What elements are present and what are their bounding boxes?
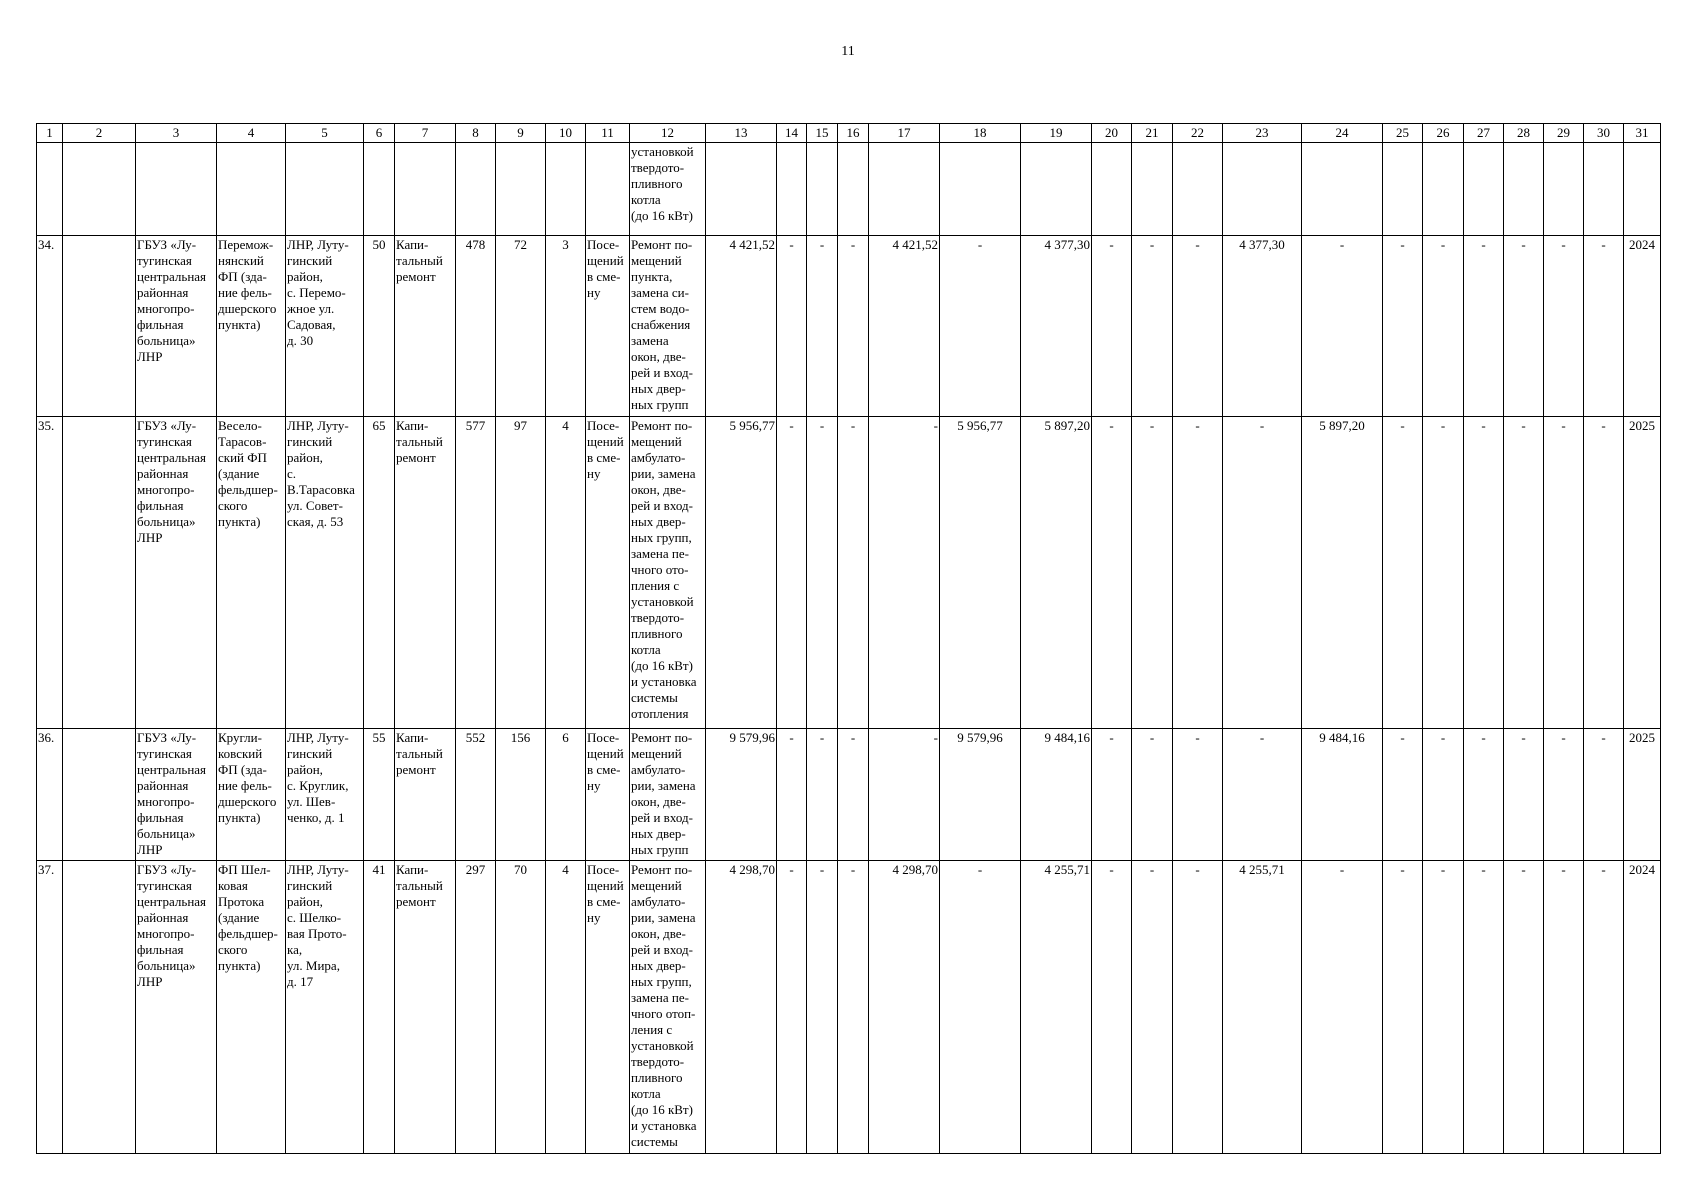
cell-col14: - (777, 236, 807, 417)
page-number: 11 (841, 44, 855, 59)
cell-col18: - (940, 861, 1021, 1154)
cell-col6: 41 (364, 861, 395, 1154)
cell-address: ЛНР, Луту- гинский район, с. Круглик, ул. Шев- ченко, д. 1 (286, 729, 364, 861)
cell-col9: 97 (496, 417, 546, 729)
cell-col26: - (1423, 236, 1464, 417)
cell-work-description: Ремонт по- мещений амбулато- рии, замена окон, две- рей и вход- ных двер- ных групп (630, 729, 706, 861)
cell-col6: 55 (364, 729, 395, 861)
cell-col10: 3 (546, 236, 586, 417)
cell-address: ЛНР, Луту- гинский район, с. Перемо- жное ул. Садовая, д. 30 (286, 236, 364, 417)
table-row (37, 417, 1661, 729)
column-header: 23 (1223, 124, 1302, 143)
cell-col14: - (777, 861, 807, 1154)
cell-col6: 50 (364, 236, 395, 417)
cell-facility: Перемож- нянский ФП (зда- ние фель- дшерского пункта) (217, 236, 286, 417)
table-row (37, 861, 1661, 1154)
column-header: 8 (456, 124, 496, 143)
cell-col2 (63, 417, 136, 729)
cell-col31: 2024 (1624, 861, 1661, 1154)
cell-col24: - (1302, 861, 1383, 1154)
column-header: 4 (217, 124, 286, 143)
column-header: 11 (586, 124, 630, 143)
column-header: 26 (1423, 124, 1464, 143)
cell-capacity-unit: Посе- щений в сме- ну (586, 417, 630, 729)
cell-col27: - (1464, 861, 1504, 1154)
cell-col20: - (1092, 729, 1132, 861)
cell-col17: 4 298,70 (869, 861, 940, 1154)
column-header: 29 (1544, 124, 1584, 143)
cell-row-number: 36. (37, 729, 63, 861)
cell-total-cost: 5 956,77 (706, 417, 777, 729)
column-header: 17 (869, 124, 940, 143)
cell-col24: 9 484,16 (1302, 729, 1383, 861)
cell-col16: - (838, 729, 869, 861)
cell-col26: - (1423, 729, 1464, 861)
cell-col2 (63, 729, 136, 861)
cell-row-number: 35. (37, 417, 63, 729)
column-header: 19 (1021, 124, 1092, 143)
cell-col17: - (869, 417, 940, 729)
cell-col18: 9 579,96 (940, 729, 1021, 861)
cell-col15: - (807, 861, 838, 1154)
column-header: 5 (286, 124, 364, 143)
cell-col21: - (1132, 236, 1173, 417)
cell-col25: - (1383, 729, 1423, 861)
cell-col14: - (777, 729, 807, 861)
cell-col29: - (1544, 729, 1584, 861)
table-row (37, 729, 1661, 861)
column-header: 24 (1302, 124, 1383, 143)
column-header: 27 (1464, 124, 1504, 143)
cell-col10: 4 (546, 861, 586, 1154)
cell-col21: - (1132, 861, 1173, 1154)
cell-col29: - (1544, 417, 1584, 729)
column-header: 10 (546, 124, 586, 143)
cell-work-description: установкой твердото- пливного котла (до 16 кВт) (630, 143, 706, 236)
column-header: 21 (1132, 124, 1173, 143)
cell-capacity-unit: Посе- щений в сме- ну (586, 729, 630, 861)
cell-col22: - (1173, 861, 1223, 1154)
cell-col9: 72 (496, 236, 546, 417)
cell-col30: - (1584, 861, 1624, 1154)
cell-col6: 65 (364, 417, 395, 729)
cell-total-cost: 9 579,96 (706, 729, 777, 861)
cell-col22: - (1173, 417, 1223, 729)
cell-col30: - (1584, 729, 1624, 861)
cell-col16: - (838, 861, 869, 1154)
cell-organization: ГБУЗ «Лу- тугинская центральная районная многопро- фильная больница» ЛНР (136, 236, 217, 417)
cell-col31: 2025 (1624, 417, 1661, 729)
cell-col15: - (807, 729, 838, 861)
cell-col17: 4 421,52 (869, 236, 940, 417)
cell-col25: - (1383, 417, 1423, 729)
cell-facility: Весело- Тарасов- ский ФП (здание фельдшер- ского пункта) (217, 417, 286, 729)
cell-col30: - (1584, 417, 1624, 729)
cell-col18: - (940, 236, 1021, 417)
cell-col27: - (1464, 417, 1504, 729)
cell-total-cost: 4 421,52 (706, 236, 777, 417)
cell-col23: - (1223, 417, 1302, 729)
cell-col20: - (1092, 861, 1132, 1154)
cell-address: ЛНР, Луту- гинский район, с. В.Тарасовка ул. Совет- ская, д. 53 (286, 417, 364, 729)
cell-col8: 297 (456, 861, 496, 1154)
cell-work-description: Ремонт по- мещений амбулато- рии, замена окон, две- рей и вход- ных двер- ных групп, замена пе- чного ото- пления с установкой твердото- пливного котла (до 16 кВт) и установка системы отопления (630, 417, 706, 729)
cell-col9: 156 (496, 729, 546, 861)
cell-work-description: Ремонт по- мещений пункта, замена си- стем водо- снабжения замена окон, две- рей и вход- ных двер- ных групп (630, 236, 706, 417)
cell-col14: - (777, 417, 807, 729)
column-header: 22 (1173, 124, 1223, 143)
cell-col29: - (1544, 861, 1584, 1154)
cell-col19: 9 484,16 (1021, 729, 1092, 861)
cell-organization: ГБУЗ «Лу- тугинская центральная районная многопро- фильная больница» ЛНР (136, 861, 217, 1154)
cell-col23: 4 255,71 (1223, 861, 1302, 1154)
cell-address: ЛНР, Луту- гинский район, с. Шелко- вая Прото- ка, ул. Мира, д. 17 (286, 861, 364, 1154)
cell-col22: - (1173, 236, 1223, 417)
cell-col15: - (807, 417, 838, 729)
cell-work-type: Капи- тальный ремонт (395, 861, 456, 1154)
cell-col28: - (1504, 729, 1544, 861)
cell-col29: - (1544, 236, 1584, 417)
cell-col30: - (1584, 236, 1624, 417)
cell-col31: 2024 (1624, 236, 1661, 417)
cell-col20: - (1092, 417, 1132, 729)
cell-facility: ФП Шел- ковая Протока (здание фельдшер- ского пункта) (217, 861, 286, 1154)
column-header: 31 (1624, 124, 1661, 143)
cell-col18: 5 956,77 (940, 417, 1021, 729)
cell-col20: - (1092, 236, 1132, 417)
column-header: 6 (364, 124, 395, 143)
column-header: 7 (395, 124, 456, 143)
cell-col19: 5 897,20 (1021, 417, 1092, 729)
cell-col19: 4 255,71 (1021, 861, 1092, 1154)
cell-organization: ГБУЗ «Лу- тугинская центральная районная многопро- фильная больница» ЛНР (136, 417, 217, 729)
column-header: 16 (838, 124, 869, 143)
cell-col27: - (1464, 236, 1504, 417)
cell-col28: - (1504, 861, 1544, 1154)
cell-col24: - (1302, 236, 1383, 417)
cell-col27: - (1464, 729, 1504, 861)
cell-col2 (63, 861, 136, 1154)
column-header: 14 (777, 124, 807, 143)
cell-col31: 2025 (1624, 729, 1661, 861)
cell-work-type: Капи- тальный ремонт (395, 729, 456, 861)
cell-col8: 478 (456, 236, 496, 417)
cell-capacity-unit: Посе- щений в сме- ну (586, 236, 630, 417)
column-header: 12 (630, 124, 706, 143)
column-header: 18 (940, 124, 1021, 143)
cell-col2 (63, 236, 136, 417)
cell-col17: - (869, 729, 940, 861)
column-header: 30 (1584, 124, 1624, 143)
cell-col10: 6 (546, 729, 586, 861)
cell-col26: - (1423, 861, 1464, 1154)
column-header: 28 (1504, 124, 1544, 143)
cell-col16: - (838, 236, 869, 417)
continuation-row (37, 143, 1661, 236)
cell-col25: - (1383, 861, 1423, 1154)
cell-work-type: Капи- тальный ремонт (395, 236, 456, 417)
cell-col21: - (1132, 729, 1173, 861)
cell-col28: - (1504, 236, 1544, 417)
column-header: 9 (496, 124, 546, 143)
cell-col10: 4 (546, 417, 586, 729)
cell-total-cost: 4 298,70 (706, 861, 777, 1154)
data-table (36, 123, 1661, 1154)
cell-capacity-unit: Посе- щений в сме- ну (586, 861, 630, 1154)
cell-work-type: Капи- тальный ремонт (395, 417, 456, 729)
column-header: 3 (136, 124, 217, 143)
cell-col23: 4 377,30 (1223, 236, 1302, 417)
cell-facility: Кругли- ковский ФП (зда- ние фель- дшерского пункта) (217, 729, 286, 861)
cell-col26: - (1423, 417, 1464, 729)
column-header: 15 (807, 124, 838, 143)
column-header: 13 (706, 124, 777, 143)
cell-col15: - (807, 236, 838, 417)
cell-row-number: 34. (37, 236, 63, 417)
cell-work-description: Ремонт по- мещений амбулато- рии, замена окон, две- рей и вход- ных двер- ных групп, замена пе- чного отоп- ления с установкой твердото- пливного котла (до 16 кВт) и установка системы (630, 861, 706, 1154)
column-header: 25 (1383, 124, 1423, 143)
column-header: 2 (63, 124, 136, 143)
cell-col8: 552 (456, 729, 496, 861)
cell-col19: 4 377,30 (1021, 236, 1092, 417)
cell-col24: 5 897,20 (1302, 417, 1383, 729)
cell-col9: 70 (496, 861, 546, 1154)
cell-col21: - (1132, 417, 1173, 729)
table-row (37, 236, 1661, 417)
cell-col25: - (1383, 236, 1423, 417)
cell-col8: 577 (456, 417, 496, 729)
cell-col16: - (838, 417, 869, 729)
cell-col22: - (1173, 729, 1223, 861)
column-header: 20 (1092, 124, 1132, 143)
cell-organization: ГБУЗ «Лу- тугинская центральная районная многопро- фильная больница» ЛНР (136, 729, 217, 861)
cell-col28: - (1504, 417, 1544, 729)
cell-col23: - (1223, 729, 1302, 861)
cell-row-number: 37. (37, 861, 63, 1154)
column-number-header-row (37, 124, 1661, 143)
column-header: 1 (37, 124, 63, 143)
